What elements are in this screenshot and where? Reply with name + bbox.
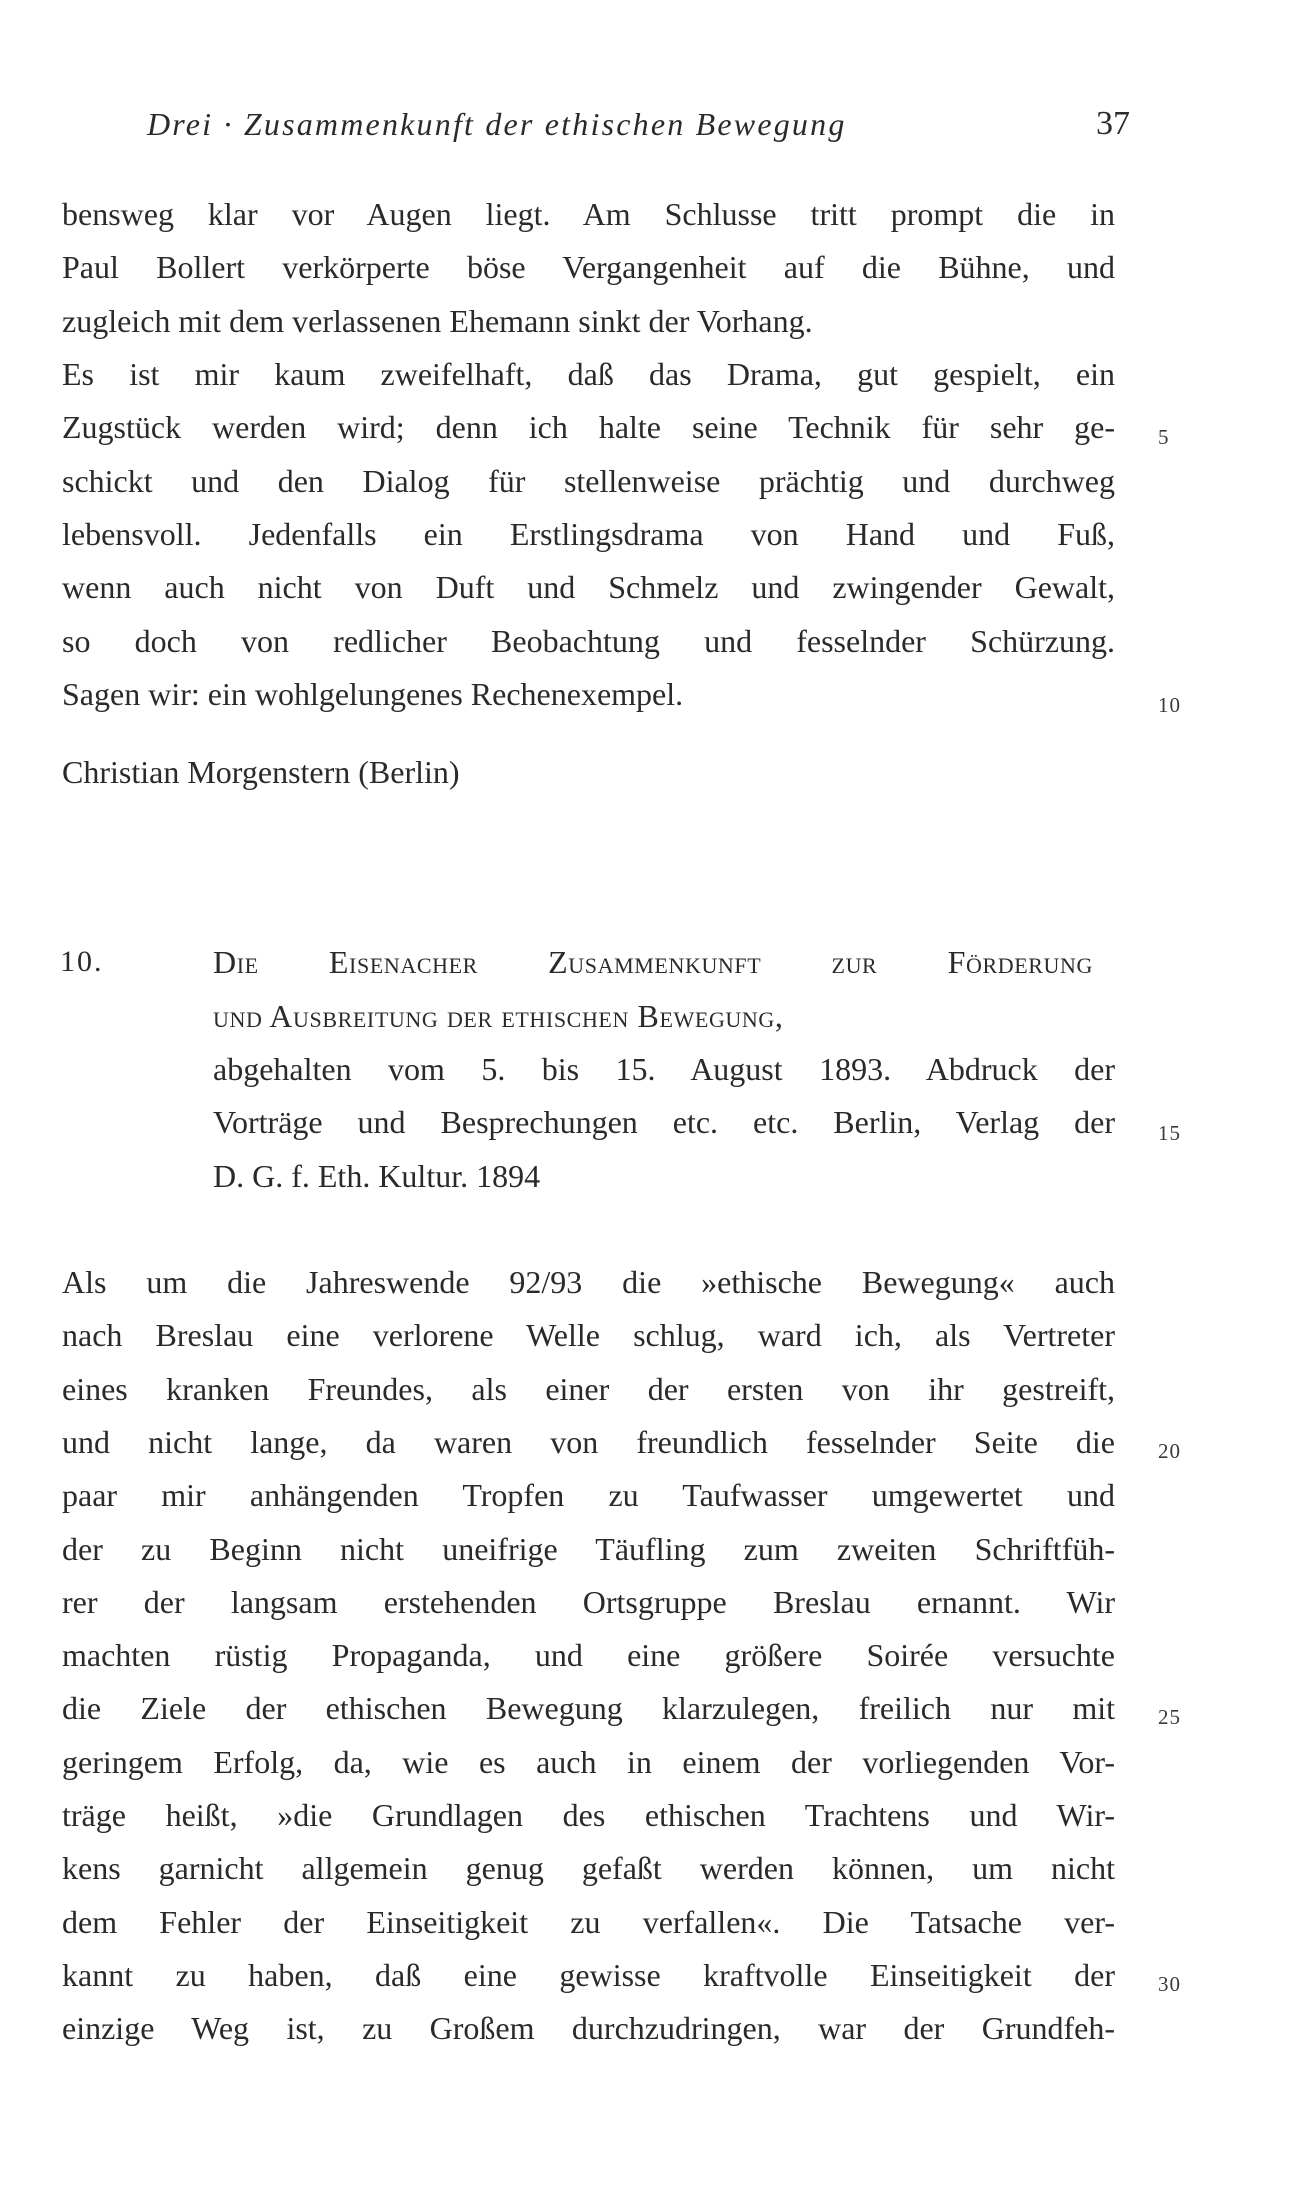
line-number: 25 [1158,1705,1181,1729]
entry-title-line: und Ausbreitung der ethischen Bewegung, [213,998,784,1034]
text-line: schickt und den Dialog für stellenweise prächtig und durchweg [62,463,1115,499]
text-line: die Ziele der ethischen Bewegung klarzulegen, freilich nur mit [62,1690,1115,1726]
text-line: lebensvoll. Jedenfalls ein Erstlingsdrama von Hand und Fuß, [62,516,1115,552]
text-line: eines kranken Freundes, als einer der ersten von ihr gestreift, [62,1371,1115,1407]
entry-detail-line: abgehalten vom 5. bis 15. August 1893. Abdruck der [213,1051,1115,1087]
entry-number: 10. [60,945,104,978]
text-line: und nicht lange, da waren von freundlich fesselnder Seite die [62,1424,1115,1460]
line-number: 5 [1158,425,1170,449]
running-head: Drei · Zusammenkunft der ethischen Bewegung [147,106,847,142]
text-line: einzige Weg ist, zu Großem durchzudringen, war der Grundfeh- [62,2010,1115,2046]
text-line: der zu Beginn nicht uneifrige Täufling zum zweiten Schriftfüh- [62,1531,1115,1567]
signature: Christian Morgenstern (Berlin) [62,754,460,790]
entry-title-line: Die Eisenacher Zusammenkunft zur Förderung [213,944,1093,980]
text-line: Paul Bollert verkörperte böse Vergangenheit auf die Bühne, und [62,249,1115,285]
line-number: 10 [1158,693,1181,717]
text-line: dem Fehler der Einseitigkeit zu verfallen«. Die Tatsache ver- [62,1904,1115,1940]
text-line: geringem Erfolg, da, wie es auch in einem der vorliegenden Vor- [62,1744,1115,1780]
page-number: 37 [1096,105,1130,142]
text-line: bensweg klar vor Augen liegt. Am Schlusse tritt prompt die in [62,196,1115,232]
entry-detail-line: Vorträge und Besprechungen etc. etc. Berlin, Verlag der [213,1104,1115,1140]
text-line: kannt zu haben, daß eine gewisse kraftvolle Einseitigkeit der [62,1957,1115,1993]
text-line: rer der langsam erstehenden Ortsgruppe Breslau ernannt. Wir [62,1584,1115,1620]
text-line: nach Breslau eine verlorene Welle schlug, ward ich, als Vertreter [62,1317,1115,1353]
line-number: 20 [1158,1439,1181,1463]
text-line: kens garnicht allgemein genug gefaßt werden können, um nicht [62,1850,1115,1886]
text-line: Es ist mir kaum zweifelhaft, daß das Drama, gut gespielt, ein [62,356,1115,392]
text-line: machten rüstig Propaganda, und eine größere Soirée versuchte [62,1637,1115,1673]
text-line: Zugstück werden wird; denn ich halte seine Technik für sehr ge- [62,409,1115,445]
text-line: Sagen wir: ein wohlgelungenes Rechenexempel. [62,676,684,712]
text-line: paar mir anhängenden Tropfen zu Taufwasser umgewertet und [62,1477,1115,1513]
text-line: Als um die Jahreswende 92/93 die »ethische Bewegung« auch [62,1264,1115,1300]
entry-detail-line: D. G. f. Eth. Kultur. 1894 [213,1158,541,1194]
text-line: träge heißt, »die Grundlagen des ethischen Trachtens und Wir- [62,1797,1115,1833]
text-line: wenn auch nicht von Duft und Schmelz und zwingender Gewalt, [62,569,1115,605]
text-line: so doch von redlicher Beobachtung und fesselnder Schürzung. [62,623,1115,659]
line-number: 15 [1158,1121,1181,1145]
text-line: zugleich mit dem verlassenen Ehemann sinkt der Vorhang. [62,303,813,339]
line-number: 30 [1158,1972,1181,1996]
